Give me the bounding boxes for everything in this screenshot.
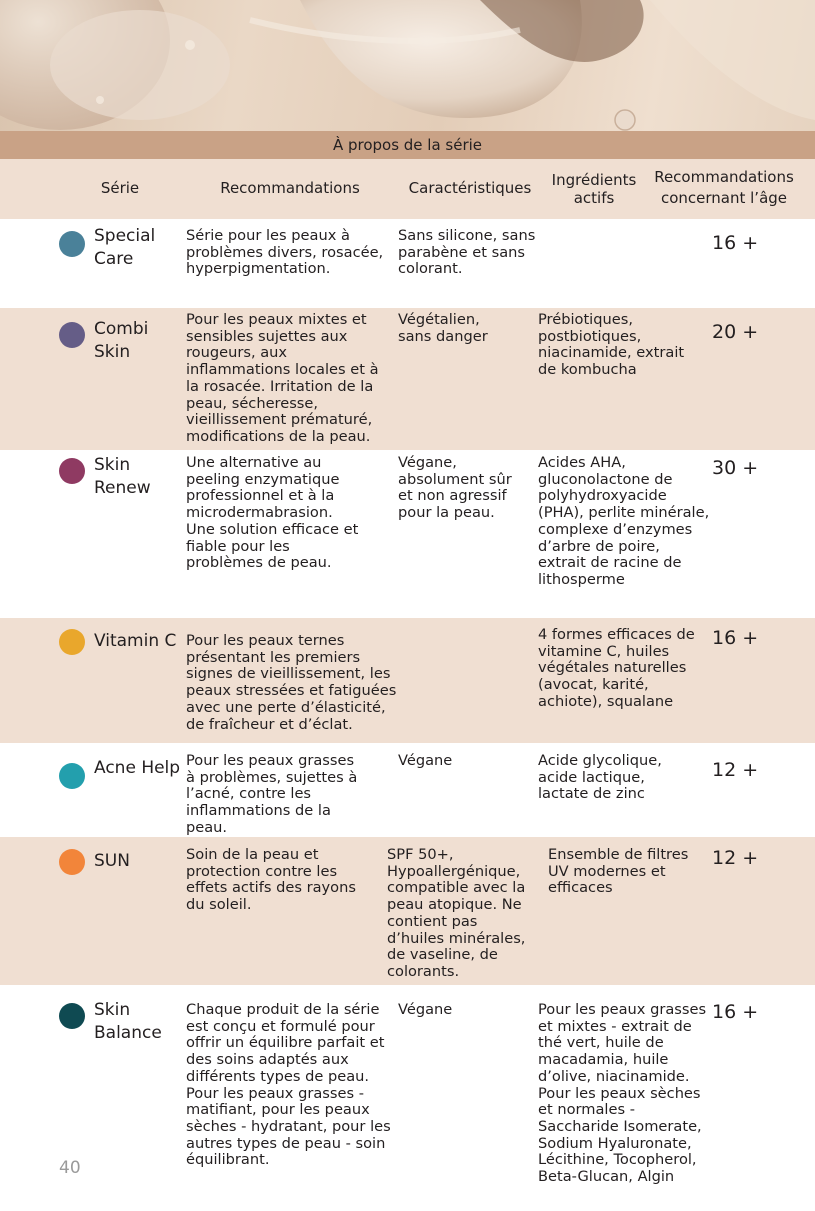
header-recommandations: Recommandations: [220, 179, 360, 197]
cell-age: 12 +: [712, 759, 759, 781]
cell-recommandations: Soin de la peau et protection contre les effets actifs des rayons du soleil.: [186, 846, 356, 914]
header-caracteristiques: Caractéristiques: [408, 179, 532, 197]
table-row: [0, 219, 815, 308]
series-name: SUN: [94, 851, 130, 871]
table-row: [0, 743, 815, 837]
series-name: Skin Renew: [94, 455, 151, 498]
page-number: 40: [59, 1158, 81, 1178]
cosmetic-texture-illustration: [0, 0, 815, 131]
series-color-dot: [59, 629, 85, 655]
cell-caracteristiques: Végétalien, sans danger: [398, 311, 488, 345]
hero-image: [0, 0, 815, 131]
cell-age: 20 +: [712, 321, 759, 343]
cell-ingredients: Pour les peaux grasses et mixtes - extrait de thé vert, huile de macadamia, huile d’olive, niacinamide. Pour les peaux sèches et normales - Saccharide Isomerate, Sodium Hyaluronate, Lécithine, Tocopherol, Beta-Glucan, Algin: [538, 1001, 707, 1186]
series-color-dot: [59, 763, 85, 789]
cell-age: 16 +: [712, 1001, 759, 1023]
cell-ingredients: Prébiotiques, postbiotiques, niacinamide, extrait de kombucha: [538, 311, 685, 379]
cell-caracteristiques: Sans silicone, sans parabène et sans colorant.: [398, 227, 536, 278]
table-row: [0, 837, 815, 985]
header-ingredients: Ingrédients actifs: [551, 171, 637, 207]
series-name: Skin Balance: [94, 1000, 162, 1043]
series-name: Acne Help: [94, 758, 181, 778]
table-title: À propos de la série: [0, 131, 815, 159]
cell-age: 30 +: [712, 457, 759, 479]
header-age: Recommandations concernant l’âge: [654, 168, 794, 207]
cell-recommandations: Pour les peaux grasses à problèmes, sujettes à l’acné, contre les inflammations de la peau.: [186, 752, 358, 836]
cell-ingredients: Acide glycolique, acide lactique, lactate de zinc: [538, 752, 662, 803]
cell-age: 16 +: [712, 232, 759, 254]
cell-ingredients: Ensemble de filtres UV modernes et efficaces: [548, 846, 689, 897]
cell-caracteristiques: Végane, absolument sûr et non agressif pour la peau.: [398, 454, 512, 522]
header-serie: Série: [100, 179, 140, 197]
cell-age: 16 +: [712, 627, 759, 649]
cell-recommandations: Une alternative au peeling enzymatique professionnel et à la microdermabrasion. Une solution efficace et fiable pour les problèmes de peau.: [186, 454, 359, 572]
series-color-dot: [59, 458, 85, 484]
table-row: [0, 308, 815, 450]
cell-ingredients: Acides AHA, gluconolactone de polyhydroxyacide (PHA), perlite minérale, complexe d’enzymes d’arbre de poire, extrait de racine de lithosperme: [538, 454, 710, 588]
cell-recommandations: Pour les peaux mixtes et sensibles sujettes aux rougeurs, aux inflammations locales et à la rosacée. Irritation de la peau, sécheresse, vieillissement prématuré, modifications de la peau.: [186, 311, 379, 445]
table-header: [0, 159, 815, 219]
series-color-dot: [59, 231, 85, 257]
cell-recommandations: Série pour les peaux à problèmes divers, rosacée, hyperpigmentation.: [186, 227, 384, 278]
series-name: Combi Skin: [94, 319, 149, 362]
series-color-dot: [59, 849, 85, 875]
table-row: [0, 985, 815, 1211]
cell-ingredients: 4 formes efficaces de vitamine C, huiles végétales naturelles (avocat, karité, achiote), squalane: [538, 626, 695, 710]
table-row: [0, 618, 815, 743]
cell-caracteristiques: Végane: [398, 752, 453, 769]
cell-caracteristiques: SPF 50+, Hypoallergénique, compatible avec la peau atopique. Ne contient pas d’huiles minérales, de vaseline, de colorants.: [387, 846, 526, 980]
cell-recommandations: Chaque produit de la série est conçu et formulé pour offrir un équilibre parfait et des soins adaptés aux différents types de peau. Pour les peaux grasses - matifiant, pour les peaux sèches - hydratant, pour les autres types de peau - soin équilibrant.: [186, 1001, 391, 1169]
table-row: [0, 450, 815, 618]
series-color-dot: [59, 1003, 85, 1029]
series-name: Vitamin C: [94, 631, 177, 651]
series-name: Special Care: [94, 226, 156, 269]
series-color-dot: [59, 322, 85, 348]
cell-age: 12 +: [712, 847, 759, 869]
cell-recommandations: Pour les peaux ternes présentant les premiers signes de vieillissement, les peaux stressées et fatiguées avec une perte d’élasticité, de fraîcheur et d’éclat.: [186, 632, 397, 733]
cell-caracteristiques: Végane: [398, 1001, 453, 1018]
